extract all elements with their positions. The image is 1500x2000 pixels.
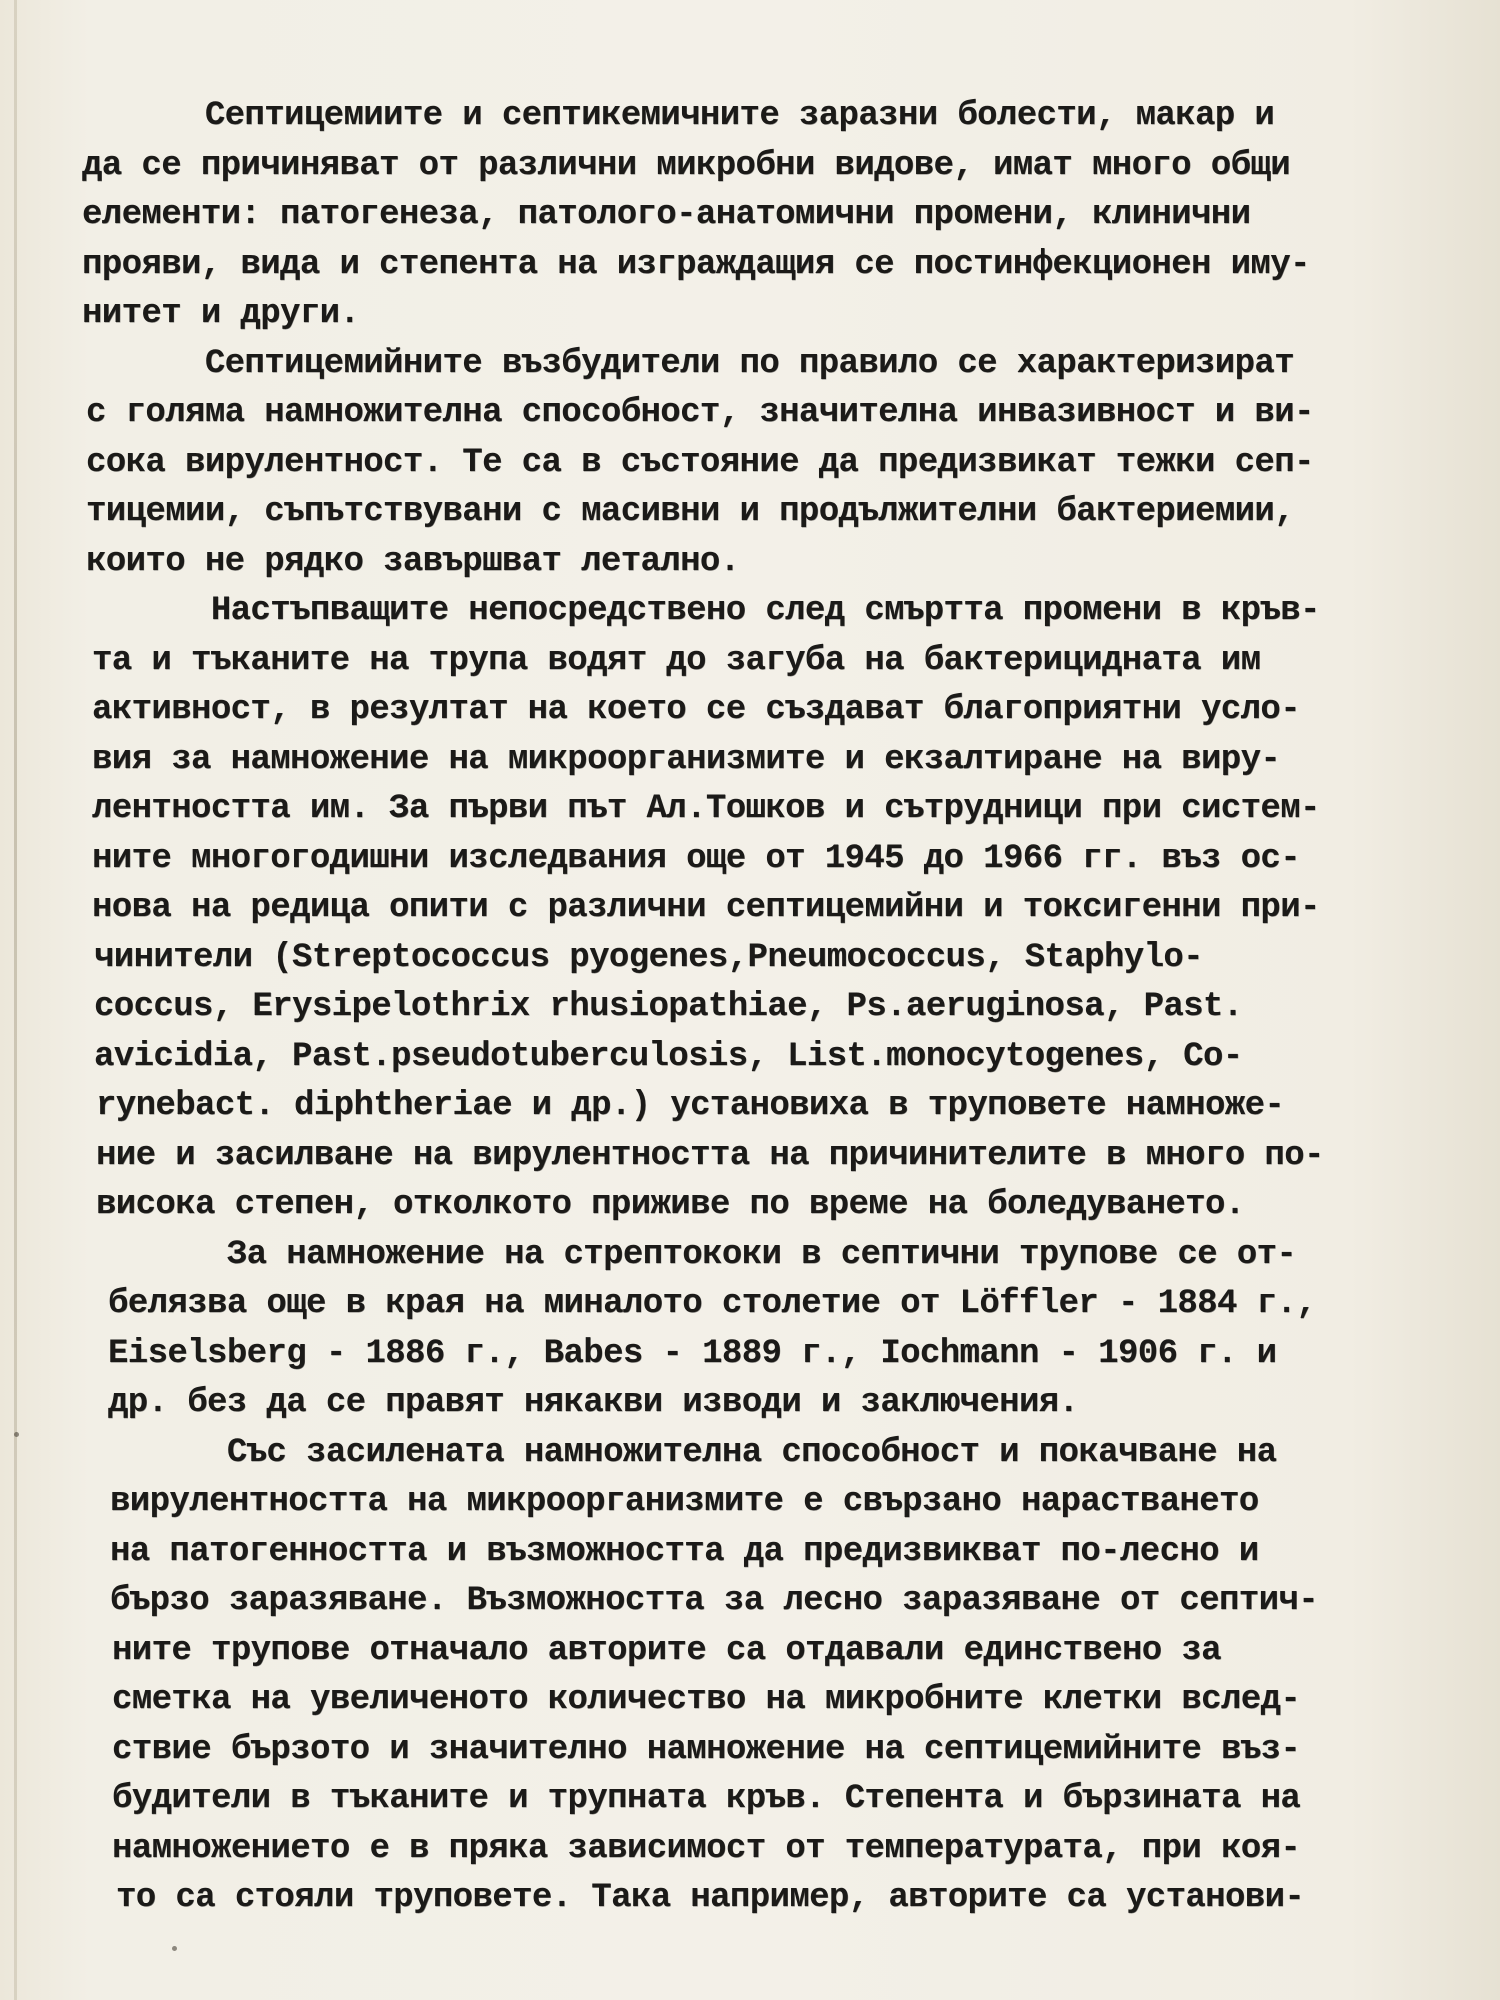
text-line: на патогенността и възможността да предизвикват по-лесно и: [110, 1532, 1259, 1571]
text-line: Септицемиите и септикемичните заразни болести, макар и: [86, 97, 1275, 135]
text-line: ните трупове отначало авторите са отдавали единствено за: [112, 1631, 1221, 1670]
text-line: тицемии, съпътствувани с масивни и продължителни бактериемии,: [86, 493, 1295, 531]
text-line: елементи: патогенеза, патолого-анатомични промени, клинични: [82, 196, 1251, 234]
paper-speck: [172, 1946, 177, 1951]
text-line: то са стояли труповете. Така например, авторите са установи-: [116, 1879, 1305, 1917]
text-line: нова на редица опити с различни септицемийни и токсигенни при-: [92, 889, 1320, 927]
text-line: др. без да се правят някакви изводи и заключения.: [108, 1384, 1079, 1422]
text-line: ние и засилване на вирулентността на причинителите в много по-: [96, 1136, 1324, 1175]
text-line: сметка на увеличеното количество на микробните клетки вслед-: [112, 1681, 1301, 1719]
text-line: Настъпващите непосредствено след смъртта промени в кръв-: [92, 592, 1320, 630]
typewritten-text: [82, 92, 1336, 1924]
text-line: Септицемийните възбудители по правило се характеризират: [86, 344, 1295, 383]
text-line: avicidia, Past.pseudotuberculosis, List.monocytogenes, Co-: [94, 1037, 1243, 1076]
text-line: сока вирулентност. Те са в състояние да предизвикат тежки сеп-: [86, 443, 1314, 482]
text-line: будители в тъканите и трупната кръв. Степента и бързината на: [112, 1780, 1301, 1818]
text-line: намножението е в пряка зависимост от температурата, при коя-: [112, 1829, 1301, 1868]
page-binding-edge: [14, 0, 17, 2000]
text-line: та и тъканите на трупа водят до загуба на бактерицидната им: [92, 641, 1261, 680]
paper-speck: [14, 1432, 19, 1437]
text-line: вирулентността на микроорганизмите е свързано нарастването: [110, 1483, 1259, 1521]
text-line: ствие бързото и значително намножение на септицемийните въз-: [112, 1730, 1301, 1769]
text-line: висока степен, отколкото приживе по време на боледуването.: [96, 1186, 1245, 1224]
text-line: активност, в резултат на което се създават благоприятни усло-: [92, 691, 1301, 729]
text-line: coccus, Erysipelothrix rhusiopathiae, Ps.aeruginosa, Past.: [94, 988, 1243, 1026]
text-line: лентността им. За първи път Ал.Тошков и сътрудници при систем-: [92, 790, 1320, 828]
text-line: чинители (Streptococcus pyogenes,Pneumococcus, Staphylo-: [94, 938, 1203, 977]
text-line: ните многогодишни изследвания още от 1945 до 1966 гг. въз ос-: [92, 839, 1301, 878]
text-line: прояви, вида и степента на изграждащия се постинфекционен иму-: [82, 245, 1310, 284]
text-line: За намножение на стрептококи в септични трупове се от-: [108, 1235, 1297, 1274]
text-line: които не рядко завършват летално.: [86, 542, 740, 581]
text-line: нитет и други.: [82, 295, 360, 333]
text-line: rynebact. diphtheriae и др.) установиха в труповете намноже-: [96, 1087, 1285, 1125]
text-line: Със засилената намножителна способност и покачване на: [108, 1433, 1277, 1472]
text-line: Eiselsberg - 1886 г., Babes - 1889 г., Iochmann - 1906 г. и: [108, 1334, 1277, 1373]
text-line: белязва още в края на миналото столетие от Löffler - 1884 г.,: [108, 1285, 1317, 1323]
text-line: вия за намножение на микроорганизмите и екзалтиране на виру-: [92, 740, 1281, 779]
text-line: бързо заразяване. Възможността за лесно заразяване от септич-: [110, 1582, 1319, 1620]
text-line: с голяма намножителна способност, значителна инвазивност и ви-: [86, 394, 1314, 432]
text-line: да се причиняват от различни микробни видове, имат много общи: [82, 146, 1291, 185]
